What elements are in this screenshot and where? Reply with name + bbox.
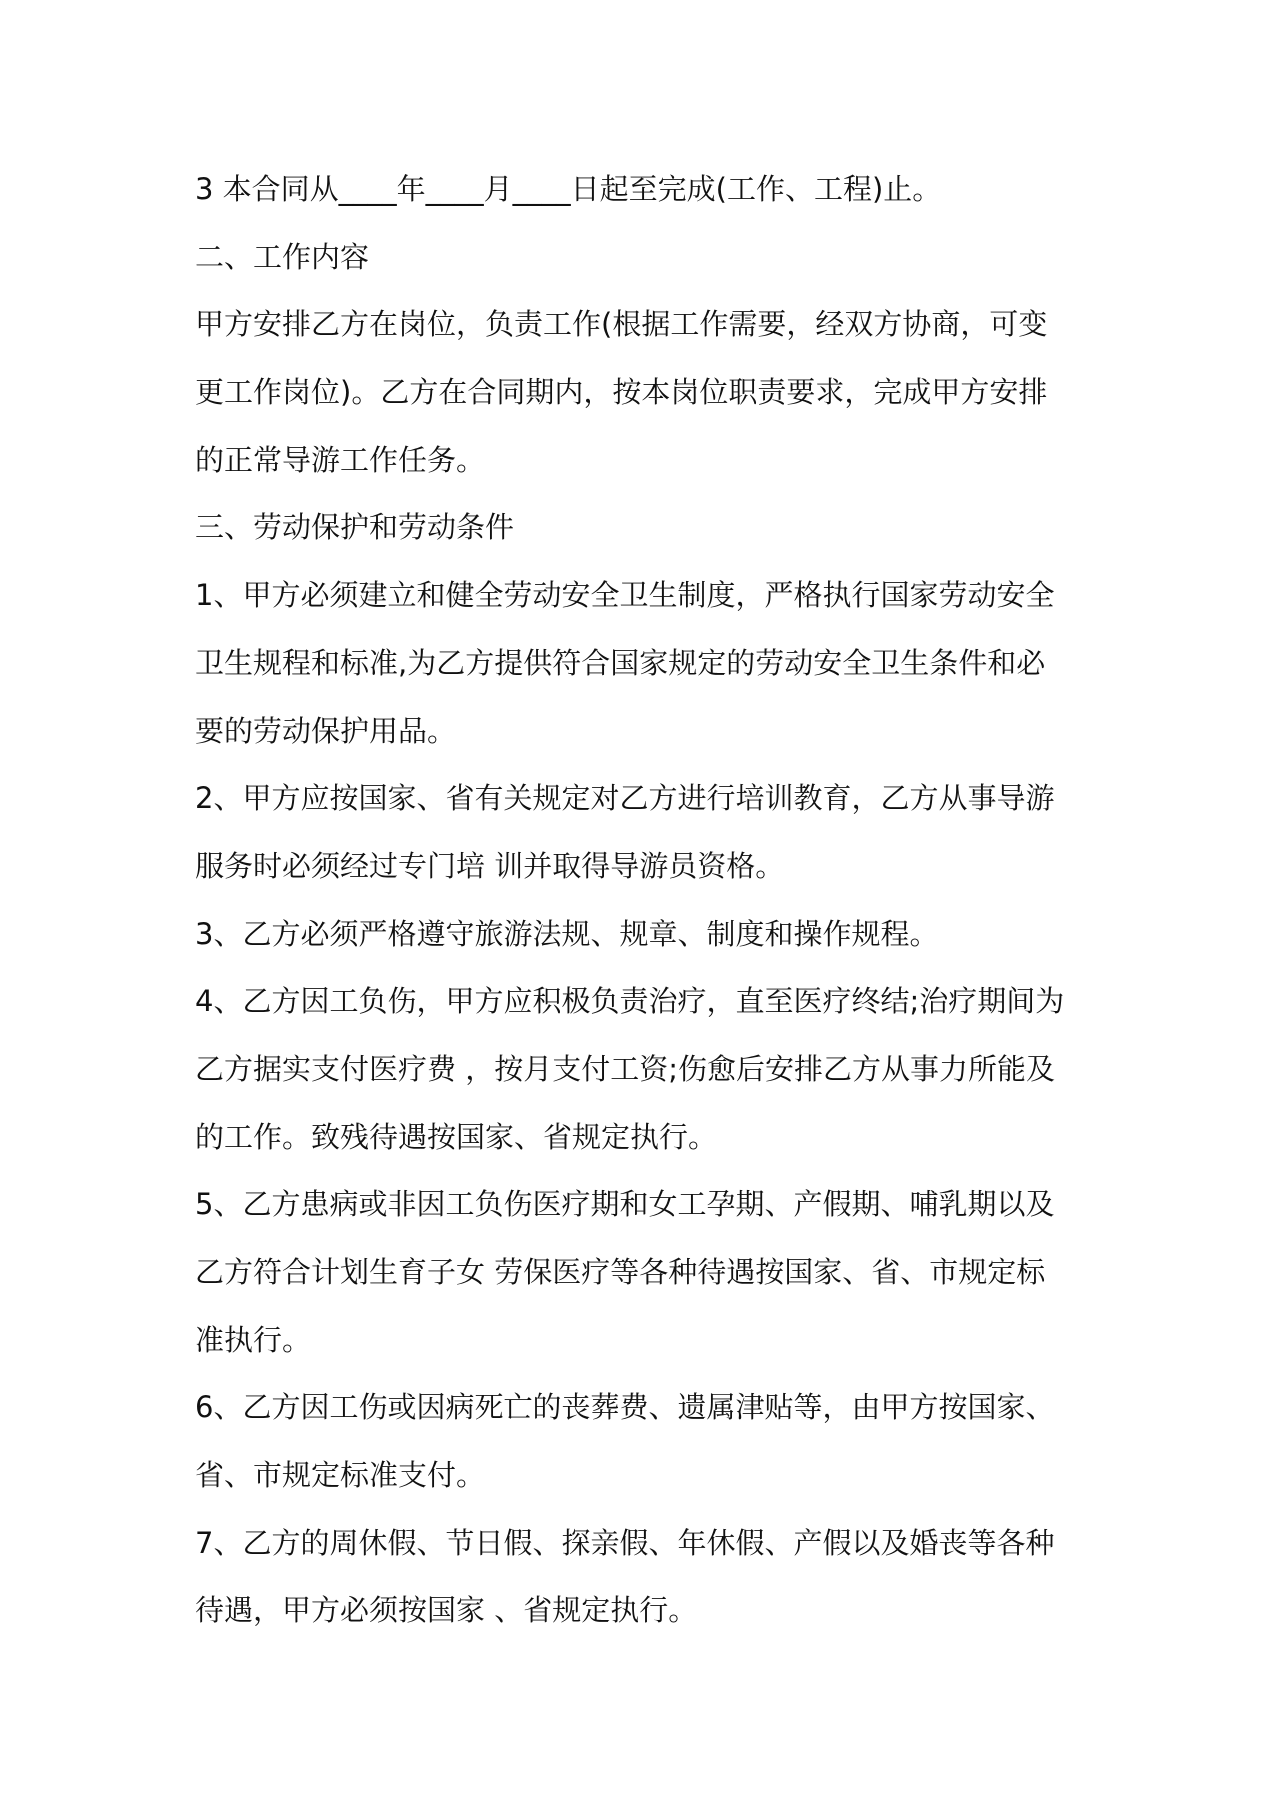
clause-6-line: 6、乙方因工伤或因病死亡的丧葬费、遗属津贴等，由甲方按国家、 [195, 1390, 1055, 1425]
paragraph-line: 甲方安排乙方在岗位，负责工作(根据工作需要，经双方协商，可变 [195, 307, 1048, 342]
clause-4-line: 乙方据实支付医疗费 ，按月支付工资;伤愈后安排乙方从事力所能及 [195, 1051, 1055, 1086]
clause-1-line: 1、甲方必须建立和健全劳动安全卫生制度，严格执行国家劳动安全 [195, 578, 1055, 613]
clause-1-line: 卫生规程和标准,为乙方提供符合国家规定的劳动安全卫生条件和必 [195, 645, 1046, 680]
clause-7-line: 待遇，甲方必须按国家 、省规定执行。 [195, 1593, 698, 1628]
clause-5-line: 准执行。 [195, 1322, 312, 1357]
clause-2-line: 服务时必须经过专门培 训并取得导游员资格。 [195, 848, 785, 883]
document-page [195, 156, 1115, 1645]
clause-6-line: 省、市规定标准支付。 [195, 1458, 486, 1493]
clause-7-line: 7、乙方的周休假、节日假、探亲假、年休假、产假以及婚丧等各种 [195, 1525, 1055, 1560]
section-heading-work-content: 二、工作内容 [195, 239, 370, 274]
clause-3-line: 3、乙方必须严格遵守旅游法规、规章、制度和操作规程。 [195, 916, 939, 951]
section-heading-labor-protection: 三、劳动保护和劳动条件 [195, 510, 515, 545]
paragraph-line: 更工作岗位)。乙方在合同期内，按本岗位职责要求，完成甲方安排 [195, 375, 1048, 410]
clause-4-line: 的工作。致残待遇按国家、省规定执行。 [195, 1119, 718, 1154]
clause-5-line: 5、乙方患病或非因工负伤医疗期和女工孕期、产假期、哺乳期以及 [195, 1187, 1055, 1222]
contract-term-line: 3 本合同从____年____月____日起至完成(工作、工程)止。 [195, 172, 942, 206]
clause-2-line: 2、甲方应按国家、省有关规定对乙方进行培训教育，乙方从事导游 [195, 781, 1055, 816]
clause-4-line: 4、乙方因工负伤，甲方应积极负责治疗，直至医疗终结;治疗期间为 [195, 984, 1065, 1019]
paragraph-line: 的正常导游工作任务。 [195, 442, 486, 477]
clause-1-line: 要的劳动保护用品。 [195, 713, 457, 748]
clause-5-line: 乙方符合计划生育子女 劳保医疗等各种待遇按国家、省、市规定标 [195, 1255, 1046, 1289]
